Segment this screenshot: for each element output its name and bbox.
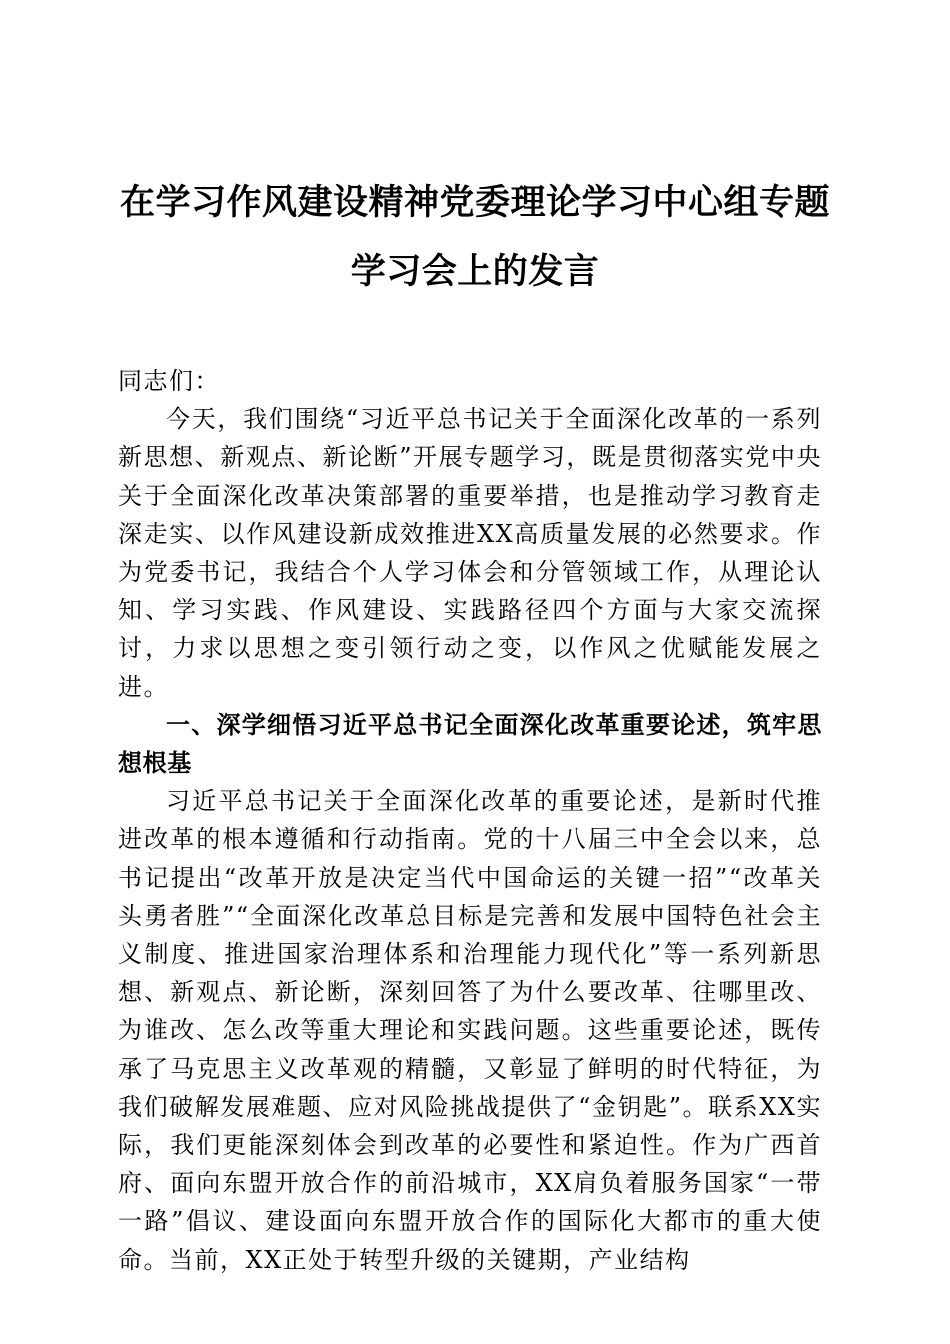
title-line-2: 学习会上的发言: [350, 251, 600, 292]
title-line-1: 在学习作风建设精神党委理论学习中心组专题: [119, 182, 830, 223]
body-paragraph: 习近平总书记关于全面深化改革的重要论述，是新时代推进改革的根本遵循和行动指南。党的十八届三中全会以来，总书记提出“改革开放是决定当代中国命运的关键一招”“改革关头勇者胜”“全面深化改革总目标是完善和发展中国特色社会主义制度、推进国家治理体系和治理能力现代化”等一系列新思想、新观点、新论断，深刻回答了为什么要改革、往哪里改、为谁改、怎么改等重大理论和实践问题。这些重要论述，既传承了马克思主义改革观的精髓，又彰显了鲜明的时代特征，为我们破解发展难题、应对风险挑战提供了“金钥匙”。联系XX实际，我们更能深刻体会到改革的必要性和紧迫性。作为广西首府、面向东盟开放合作的前沿城市，XX肩负着服务国家“一带一路”倡议、建设面向东盟开放合作的国际化大都市的重大使命。当前，XX正处于转型升级的关键期，产业结构: [118, 787, 822, 1274]
intro-paragraph: 今天，我们围绕“习近平总书记关于全面深化改革的一系列新思想、新观点、新论断”开展专题学习，既是贯彻落实党中央关于全面深化改革决策部署的重要举措，也是推动学习教育走深走实、以作风建设新成效推进XX高质量发展的必然要求。作为党委书记，我结合个人学习体会和分管领域工作，从理论认知、学习实践、作风建设、实践路径四个方面与大家交流探讨，力求以思想之变引领行动之变，以作风之优赋能发展之进。: [118, 405, 822, 701]
salutation: 同志们：: [118, 367, 220, 395]
section-heading: 一、深学细悟习近平总书记全面深化改革重要论述，筑牢思想根基: [118, 710, 822, 778]
document-title: [115, 168, 835, 306]
document-body: [118, 362, 822, 1279]
